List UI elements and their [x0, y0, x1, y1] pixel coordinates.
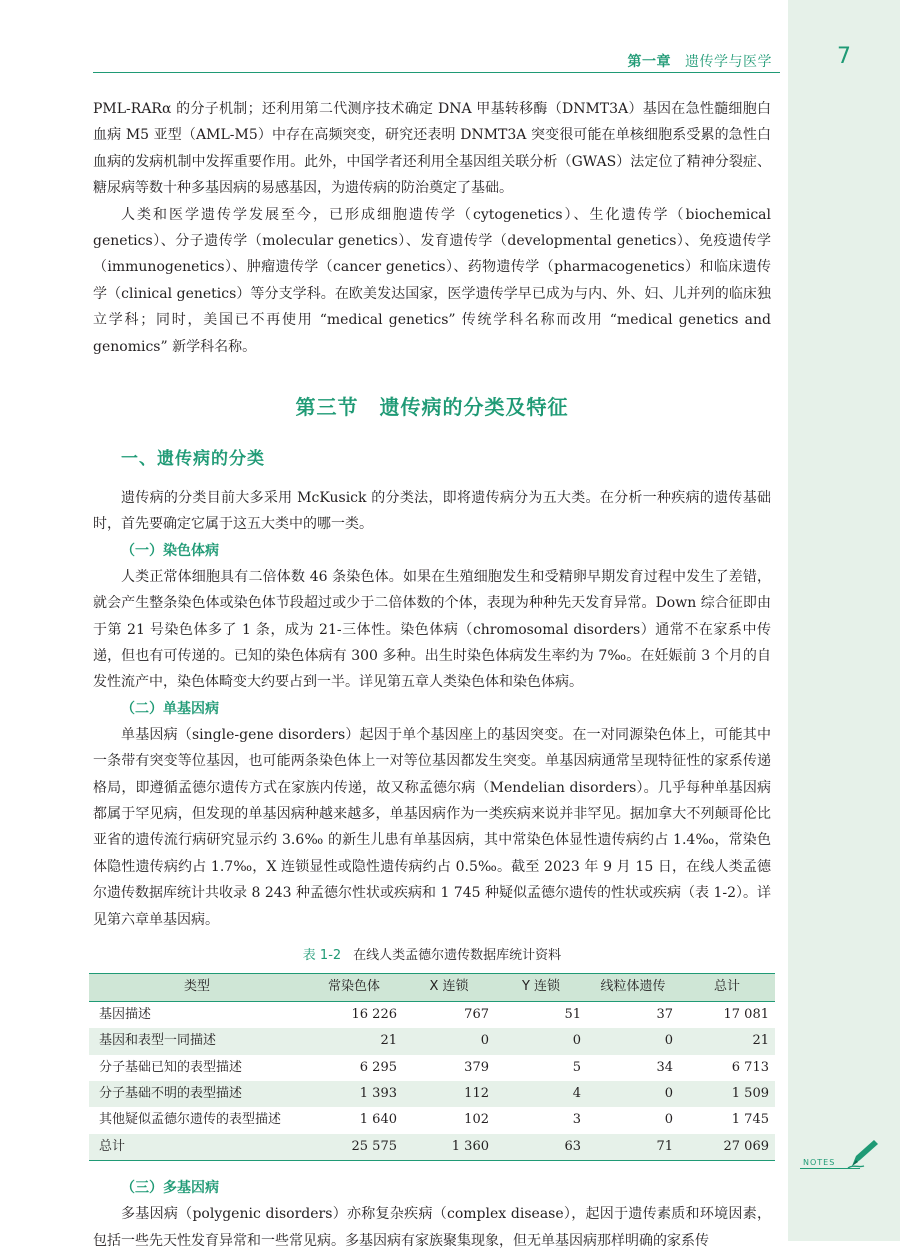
- table-header-row: [89, 974, 775, 1001]
- table-header-cell: Y 连锁: [495, 974, 587, 1001]
- chapter-label: 第一章: [627, 54, 671, 70]
- table-cell: 0: [495, 1028, 587, 1054]
- table-cell: 27 069: [679, 1134, 775, 1161]
- table-cell: 17 081: [723, 1006, 769, 1022]
- heading-chromosomal: （一）染色体病: [121, 542, 219, 559]
- table-header-cell: 总计: [679, 974, 775, 1001]
- heading-single-gene: （二）单基因病: [121, 700, 219, 717]
- paragraph-disciplines: 人类和医学遗传学发展至今，已形成细胞遗传学（cytogenetics）、生化遗传学（biochemical genetics）、分子遗传学（molecular genetics）、发育遗传学（developmental genetics）、免疫遗传学（immunogenetics）、肿瘤遗传学（cancer genetics）、药物遗传学（pharmacogenetics）和临床遗传学（clinical genetics）等分支学科。在欧美发达国家，医学遗传学早已成为与内、外、妇、儿并列的临床独立学科；同时，美国已不再使用 “medical genetics” 传统学科名称而改用 “medical genetics and genomics” 新学科名称。: [93, 206, 771, 355]
- table-row: [89, 1107, 775, 1133]
- table-cell: 分子基础已知的表型描述: [99, 1059, 243, 1075]
- running-head: [628, 51, 773, 71]
- table-cell: 基因描述: [99, 1006, 152, 1022]
- table-cell: 34: [656, 1059, 673, 1075]
- table-cell: 4: [495, 1081, 587, 1107]
- table-caption: [93, 943, 771, 969]
- heading-polygenic: （三）多基因病: [121, 1180, 219, 1197]
- page-number: 7: [837, 44, 851, 69]
- subsection-heading: 一、遗传病的分类: [121, 449, 265, 470]
- table-row: [89, 1028, 775, 1054]
- table-header-cell: 线粒体遗传: [587, 974, 679, 1001]
- table-cell: 总计: [89, 1134, 305, 1161]
- table-cell: 0: [664, 1112, 673, 1128]
- table-cell: 767: [464, 1006, 489, 1022]
- table-header-cell: 类型: [89, 974, 305, 1001]
- notes-badge: [800, 1138, 882, 1172]
- margin-sidebar: [788, 0, 900, 1241]
- paragraph-classification-intro: 遗传病的分类目前大多采用 McKusick 的分类法，即将遗传病分为五大类。在分析一种疾病的遗传基础时，首先要确定它属于这五大类中的哪一类。: [93, 489, 771, 533]
- table-row: [89, 1081, 775, 1107]
- table-cell: 0: [403, 1028, 495, 1054]
- paragraph-chromosomal: 人类正常体细胞具有二倍体数 46 条染色体。如果在生殖细胞发生和受精卵早期发育过程中发生了差错，就会产生整条染色体或染色体节段超过或少于二倍体数的个体，表现为种种先天发育异常。Down 综合征即由于第 21 号染色体多了 1 条，成为 21-三体性。染色体病（chromosomal disorders）通常不在家系中传递，但也有可传递的。已知的染色体病有 300 多种。出生时染色体病发生率约为 7‰。在妊娠前 3 个月的自发性流产中，染色体畸变大约要占到一半。详见第五章人类染色体和染色体病。: [93, 568, 771, 691]
- table-cell: 1 640: [359, 1112, 397, 1128]
- table-cell: 71: [587, 1134, 679, 1161]
- table-cell: 37: [656, 1006, 673, 1022]
- table-cell: 102: [464, 1112, 489, 1128]
- paragraph-polygenic: 多基因病（polygenic disorders）亦称复杂疾病（complex disease），起因于遗传素质和环境因素，包括一些先天性发育异常和一些常见病。多基因病有家族聚集现象，但无单基因病那样明确的家系传: [93, 1206, 771, 1249]
- table-total-row: [89, 1134, 775, 1161]
- table-cell: 63: [495, 1134, 587, 1161]
- omim-stats-table: [89, 973, 775, 1161]
- table-cell: 16 226: [351, 1006, 397, 1022]
- table-cell: 6 713: [731, 1059, 769, 1075]
- table-cell: 21: [679, 1028, 775, 1054]
- table-cell: 其他疑似孟德尔遗传的表型描述: [99, 1112, 282, 1128]
- table-cell: 0: [587, 1028, 679, 1054]
- pen-icon: [846, 1138, 880, 1170]
- table-number: 表 1-2: [302, 947, 342, 963]
- table-cell: 1 360: [403, 1134, 495, 1161]
- table-cell: 0: [587, 1081, 679, 1107]
- table-cell: 1 509: [679, 1081, 775, 1107]
- chapter-title: 遗传学与医学: [685, 54, 772, 70]
- page-body: [93, 96, 771, 1254]
- table-cell: 379: [464, 1059, 489, 1075]
- table-cell: 分子基础不明的表型描述: [89, 1081, 305, 1107]
- table-header-cell: X 连锁: [403, 974, 495, 1001]
- table-cell: 25 575: [305, 1134, 403, 1161]
- notes-label: NOTES: [803, 1158, 836, 1167]
- table-cell: 51: [564, 1006, 581, 1022]
- table-title: 在线人类孟德尔遗传数据库统计资料: [353, 947, 562, 963]
- table-cell: 基因和表型一同描述: [89, 1028, 305, 1054]
- table-row: [89, 1001, 775, 1028]
- table-cell: 112: [403, 1081, 495, 1107]
- table-cell: 21: [305, 1028, 403, 1054]
- section-title: 第三节 遗传病的分类及特征: [295, 395, 569, 420]
- table-cell: 1 393: [305, 1081, 403, 1107]
- table-cell: 1 745: [731, 1112, 769, 1128]
- paragraph-continued: PML-RARα 的分子机制；还利用第二代测序技术确定 DNA 甲基转移酶（DNMT3A）基因在急性髓细胞白血病 M5 亚型（AML-M5）中存在高频突变，研究还表明 DNMT3A 突变很可能在单核细胞系受累的急性白血病的发病机制中发挥重要作用。此外，中国学者还利用全基因组关联分析（GWAS）法定位了精神分裂症、糖尿病等数十种多基因病的易感基因，为遗传病的防治奠定了基础。: [93, 101, 771, 197]
- header-rule: [93, 72, 780, 73]
- table-row: [89, 1055, 775, 1081]
- table-cell: 3: [572, 1112, 581, 1128]
- table-cell: 6 295: [359, 1059, 397, 1075]
- table-header-cell: 常染色体: [305, 974, 403, 1001]
- table-cell: 5: [572, 1059, 581, 1075]
- paragraph-single-gene: 单基因病（single-gene disorders）起因于单个基因座上的基因突变。在一对同源染色体上，可能其中一条带有突变等位基因，也可能两条染色体上一对等位基因都发生突变。单基因病通常呈现特征性的家系传递格局，即遵循孟德尔遗传方式在家族内传递，故又称孟德尔病（Mendelian disorders）。几乎每种单基因病都属于罕见病，但发现的单基因病种越来越多，单基因病作为一类疾病来说并非罕见。据加拿大不列颠哥伦比亚省的遗传流行病研究显示约 3.6‰ 的新生儿患有单基因病，其中常染色体显性遗传病约占 1.4‰，常染色体隐性遗传病约占 1.7‰，X 连锁显性或隐性遗传病约占 0.5‰。截至 2023 年 9 月 15 日，在线人类孟德尔遗传数据库统计共收录 8 243 种孟德尔性状或疾病和 1 745 种疑似孟德尔遗传的性状或疾病（表 1-2）。详见第六章单基因病。: [93, 726, 771, 928]
